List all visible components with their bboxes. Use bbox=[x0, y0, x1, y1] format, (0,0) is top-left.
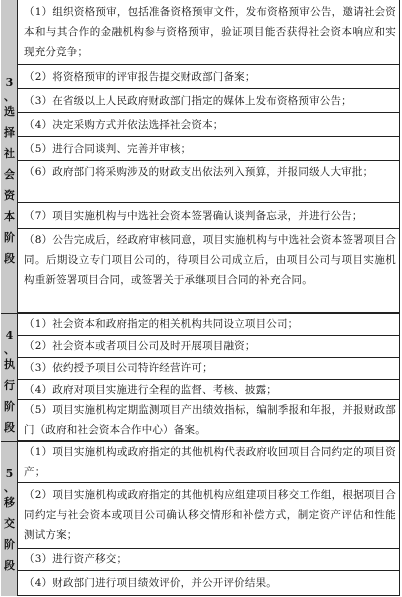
phase-label-char: 段 bbox=[4, 421, 15, 434]
list-item bbox=[18, 380, 400, 400]
item-text: （1）社会资本和政府指定的相关机构共同设立项目公司； bbox=[24, 318, 299, 330]
list-item bbox=[18, 313, 400, 336]
item-text: （2）项目实施机构或政府指定的其他机构应组建项目移交工作组，根据项目合同约定与社会资本或项目公司确认移交情形和补偿方式，制定资产评估和性能测试方案； bbox=[24, 489, 396, 541]
item-text: （3）进行资产移交； bbox=[24, 553, 128, 565]
phase-label-char: 5 bbox=[5, 467, 14, 480]
item-text: （2）将资格预审的评审报告提交财政部门备案； bbox=[24, 71, 256, 83]
phase-label-char: 、 bbox=[4, 90, 15, 103]
list-item bbox=[18, 441, 400, 483]
phase-label-char: 阶 bbox=[4, 231, 15, 244]
list-item bbox=[18, 358, 400, 380]
phase-label-char: 、 bbox=[4, 343, 15, 356]
phase-label-char: 3 bbox=[5, 76, 14, 89]
item-text: （3）在省级以上人民政府财政部门指定的媒体上发布资格预审公告； bbox=[24, 95, 352, 107]
item-text: （4）决定采购方式并依法选择社会资本； bbox=[24, 119, 224, 131]
item-text: （4）政府对项目实施进行全程的监督、考核、披露； bbox=[24, 384, 277, 396]
item-text: （5）进行合同谈判、完善并审核； bbox=[24, 143, 192, 155]
list-item bbox=[18, 336, 400, 358]
list-item bbox=[18, 571, 400, 596]
phase-label-char: 段 bbox=[4, 252, 15, 265]
phase-label-char: 执 bbox=[4, 358, 15, 371]
phase-label-selection bbox=[1, 72, 18, 269]
phase-label-char: 段 bbox=[4, 559, 15, 572]
phase-label-char: 社 bbox=[4, 147, 15, 160]
phase-label-char: 选 bbox=[4, 105, 15, 118]
phase-label-execution bbox=[1, 325, 18, 438]
list-item bbox=[18, 113, 400, 137]
phase-divider bbox=[1, 313, 400, 314]
list-item bbox=[18, 65, 400, 89]
phase-label-char: 本 bbox=[4, 210, 15, 223]
phase-divider bbox=[1, 441, 400, 442]
item-text: （4）财政部门进行项目绩效评价，并公开评价结果。 bbox=[24, 577, 277, 589]
list-item bbox=[18, 483, 400, 549]
list-item bbox=[18, 137, 400, 161]
item-text: （1）项目实施机构或政府指定的其他机构代表政府收回项目合同约定的项目资产； bbox=[24, 446, 396, 478]
phase-label-char: 资 bbox=[4, 189, 15, 202]
item-text: （6）政府部门将采购涉及的财政支出依法列入预算，并报同级人大审批； bbox=[24, 166, 374, 178]
phase-label-char: 4 bbox=[5, 329, 14, 342]
item-text: （5）项目实施机构定期监测项目产出绩效指标，编制季报和年报，并报财政部门（政府和社会资本合作中心）备案。 bbox=[24, 404, 396, 436]
list-item bbox=[18, 161, 400, 203]
phase-label-char: 行 bbox=[4, 379, 15, 392]
phase-label-char: 移 bbox=[4, 496, 15, 509]
phase-label-char: 交 bbox=[4, 517, 15, 530]
list-item bbox=[18, 89, 400, 113]
item-text: （8）公告完成后，经政府审核同意，项目实施机构与中选社会资本签署项目合同。后期设立专门项目公司的，待项目公司成立后，由项目公司与项目实施机构重新签署项目合同，或签署关于承继项目合同的补充合同。 bbox=[24, 234, 396, 286]
item-text: （3）依约授予项目公司特许经营许可； bbox=[24, 362, 213, 374]
item-text: （7）项目实施机构与中选社会资本签署确认谈判备忘录，并进行公告； bbox=[24, 210, 363, 222]
list-item bbox=[18, 400, 400, 441]
phase-label-char: 阶 bbox=[4, 400, 15, 413]
list-item bbox=[18, 229, 400, 313]
phase-label-transfer bbox=[1, 463, 18, 576]
phase-label-char: 会 bbox=[4, 168, 15, 181]
phase-label-char: 阶 bbox=[4, 538, 15, 551]
list-item bbox=[18, 549, 400, 571]
item-text: （1）组织资格预审，包括准备资格预审文件，发布资格预审公告，邀请社会资本和与其合作的金融机构参与资格预审，验证项目能否获得社会资本响应和实现充分竞争； bbox=[24, 6, 396, 58]
list-item bbox=[18, 203, 400, 229]
phase-label-char: 、 bbox=[4, 481, 15, 494]
list-item bbox=[18, 0, 400, 65]
phase-label-char: 择 bbox=[4, 126, 15, 139]
item-text: （2）社会资本或者项目公司及时开展项目融资； bbox=[24, 340, 256, 352]
